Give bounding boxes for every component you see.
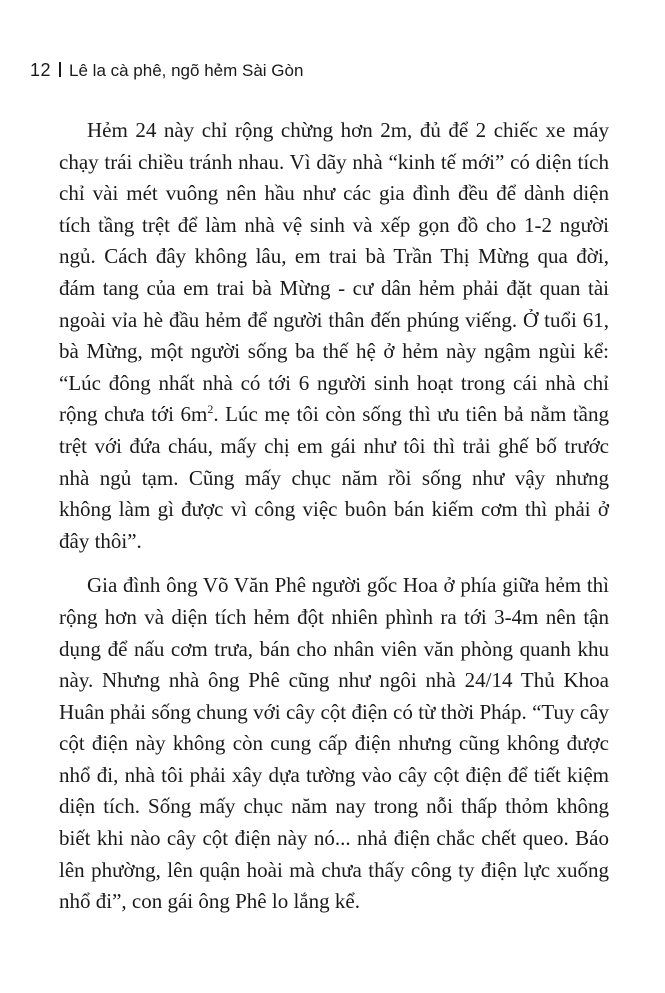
paragraph-2: Gia đình ông Võ Văn Phê người gốc Hoa ở phía giữa hẻm thì rộng hơn và diện tích hẻm đột nhiên phình ra tới 3-4m nên tận dụng để nấu cơm trưa, bán cho nhân viên văn phòng quanh khu này. Nhưng nhà ông Phê cũng như ngôi nhà 24/14 Thủ Khoa Huân phải sống chung với cây cột điện có từ thời Pháp. “Tuy cây cột điện này không còn cung cấp điện nhưng cũng không được nhổ đi, nhà tôi phải xây dựa tường vào cây cột điện để tiết kiệm diện tích. Sống mấy chục năm nay trong nỗi thấp thỏm không biết khi nào cây cột điện này nó... nhả điện chắc chết queo. Báo lên phường, lên quận hoài mà chưa thấy công ty điện lực xuống nhổ đi”, con gái ông Phê lo lắng kể. <box>59 573 609 914</box>
paragraph-1 <box>59 115 609 557</box>
running-header <box>30 58 303 83</box>
superscript-two: 2 <box>207 402 214 417</box>
body-text <box>59 115 609 931</box>
paragraph-1-text: Hẻm 24 này chỉ rộng chừng hơn 2m, đủ để 2 chiếc xe máy chạy trái chiều tránh nhau. Vì dãy nhà “kinh tế mới” có diện tích chỉ vài mét vuông nên hầu như các gia đình đều để dành diện tích tầng trệt để làm nhà vệ sinh và xếp gọn đồ cho 1-2 người ngủ. Cách đây không lâu, em trai bà Trần Thị Mừng qua đời, đám tang của em trai bà Mừng - cư dân hẻm phải đặt quan tài ngoài vỉa hè đầu hẻm để người thân đến phúng viếng. Ở tuổi 61, bà Mừng, một người sống ba thế hệ ở hẻm này ngậm ngùi kể: “Lúc đông nhất nhà có tới 6 người sinh hoạt trong cái nhà chỉ rộng chưa tới 6m <box>59 118 609 427</box>
header-divider <box>59 62 61 77</box>
book-title: Lê la cà phê, ngõ hẻm Sài Gòn <box>69 61 304 80</box>
paragraph-1-text-continued: . Lúc mẹ tôi còn sống thì ưu tiên bả nằm tầng trệt với đứa cháu, mấy chị em gái như tôi thì trải ghế bố trước nhà ngủ tạm. Cũng mấy chục năm rồi sống như vậy nhưng không làm gì được vì công việc buôn bán kiếm cơm thì phải ở đây thôi”. <box>59 402 610 553</box>
page-number: 12 <box>30 60 52 80</box>
